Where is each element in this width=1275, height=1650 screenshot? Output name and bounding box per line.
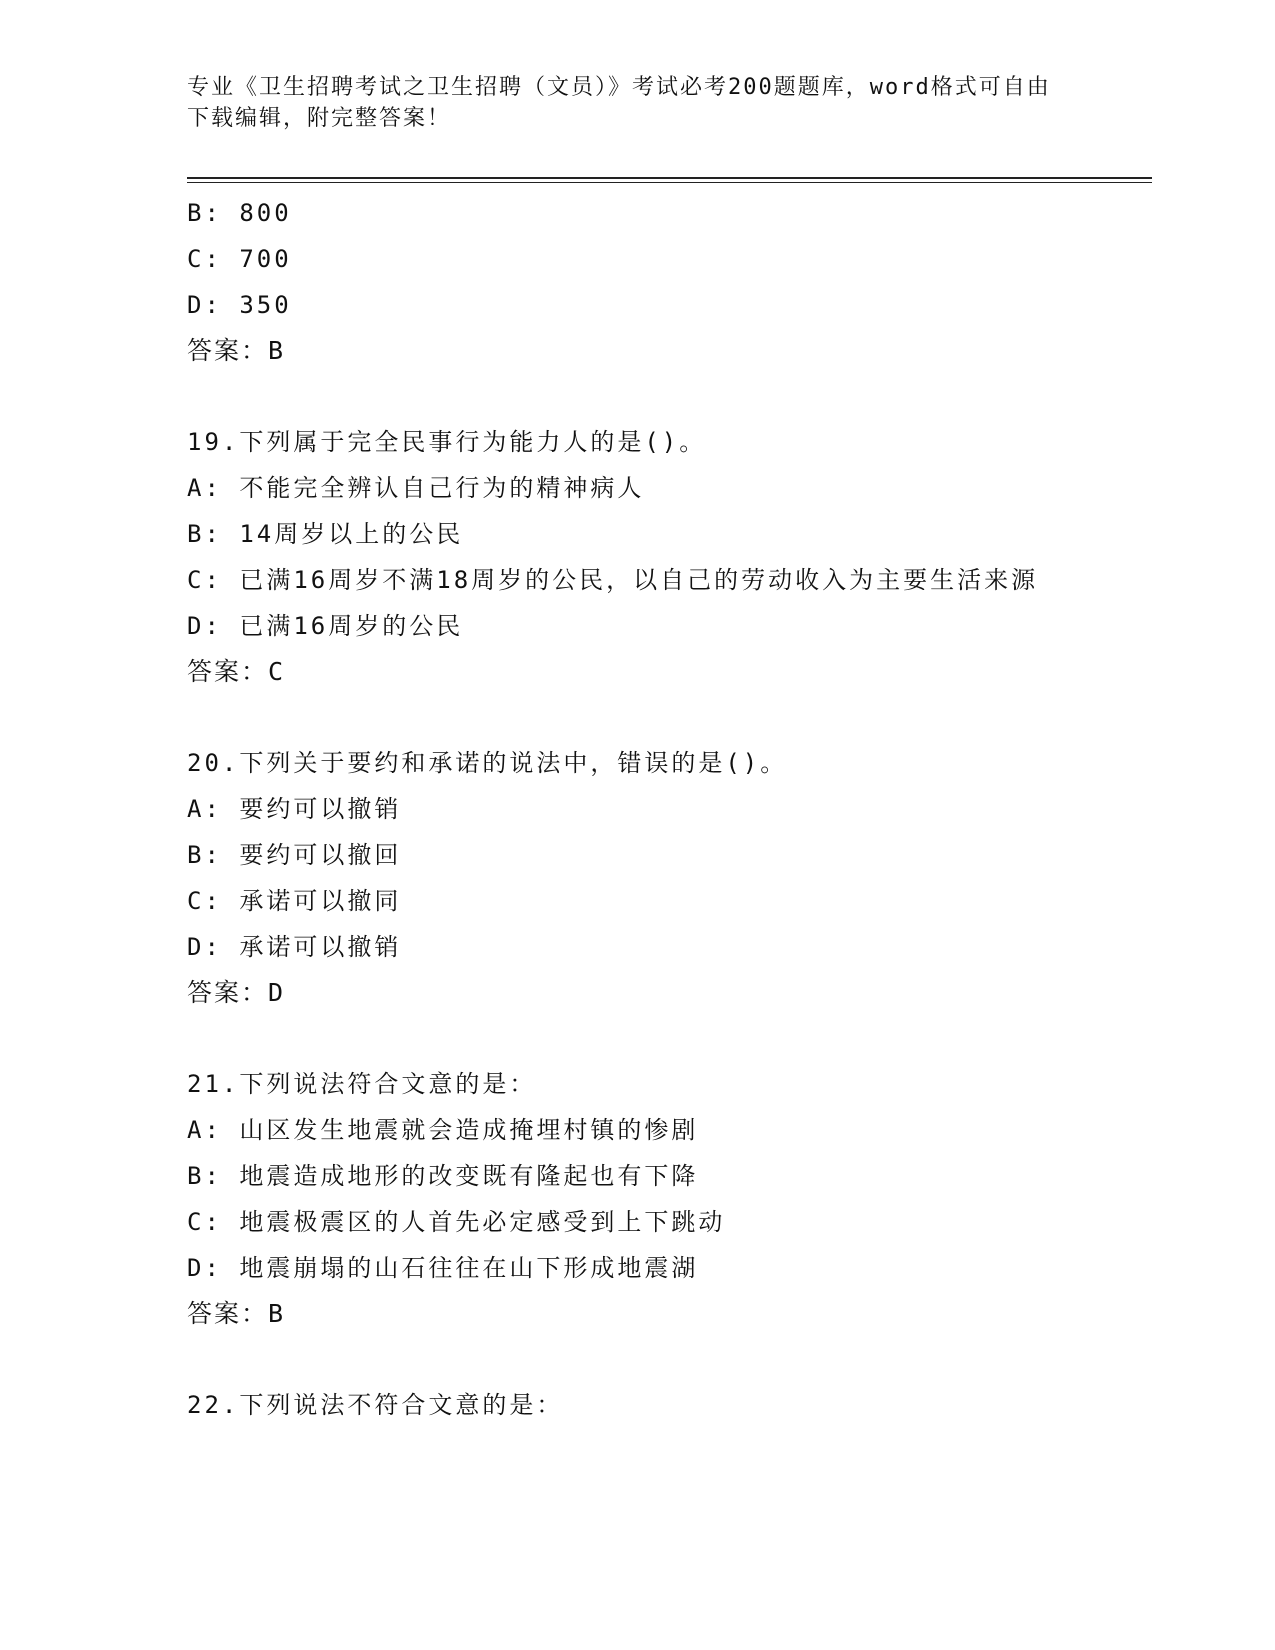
option-d: D: 已满16周岁的公民 bbox=[187, 612, 464, 640]
question-text: 19.下列属于完全民事行为能力人的是()。 bbox=[187, 428, 707, 456]
option-c: C: 承诺可以撤同 bbox=[187, 887, 402, 915]
question-text: 22.下列说法不符合文意的是： bbox=[187, 1391, 564, 1419]
header-rule-thin bbox=[187, 182, 1152, 183]
question-text: 20.下列关于要约和承诺的说法中，错误的是()。 bbox=[187, 749, 788, 777]
option-d: D: 地震崩塌的山石往往在山下形成地震湖 bbox=[187, 1254, 699, 1282]
question-block-21 bbox=[187, 1061, 1087, 1337]
question-block-22 bbox=[187, 1382, 1087, 1428]
document-header bbox=[187, 72, 1067, 134]
question-list bbox=[187, 190, 1087, 1428]
option-b: B: 要约可以撤回 bbox=[187, 841, 402, 869]
option-c: C: 地震极震区的人首先必定感受到上下跳动 bbox=[187, 1208, 726, 1236]
option-b: B: 14周岁以上的公民 bbox=[187, 520, 464, 548]
question-block-20 bbox=[187, 740, 1087, 1016]
question-block-18 bbox=[187, 190, 1087, 374]
option-b: B: 地震造成地形的改变既有隆起也有下降 bbox=[187, 1162, 699, 1190]
answer: 答案：D bbox=[187, 978, 286, 1007]
header-text: 专业《卫生招聘考试之卫生招聘（文员）》考试必考200题题库，word格式可自由下载编辑，附完整答案！ bbox=[187, 75, 1051, 131]
option-b: B: 800 bbox=[187, 199, 292, 227]
option-c: C: 700 bbox=[187, 245, 292, 273]
option-a: A: 要约可以撤销 bbox=[187, 795, 402, 823]
option-c: C: 已满16周岁不满18周岁的公民，以自己的劳动收入为主要生活来源 bbox=[187, 566, 1039, 594]
option-a: A: 不能完全辨认自己行为的精神病人 bbox=[187, 474, 645, 502]
answer: 答案：C bbox=[187, 657, 286, 686]
option-a: A: 山区发生地震就会造成掩埋村镇的惨剧 bbox=[187, 1116, 699, 1144]
answer: 答案：B bbox=[187, 336, 286, 365]
answer: 答案：B bbox=[187, 1299, 286, 1328]
question-text: 21.下列说法符合文意的是： bbox=[187, 1070, 537, 1098]
option-d: D: 承诺可以撤销 bbox=[187, 933, 402, 961]
question-block-19 bbox=[187, 419, 1087, 695]
header-rule bbox=[187, 177, 1152, 179]
option-d: D: 350 bbox=[187, 291, 292, 319]
